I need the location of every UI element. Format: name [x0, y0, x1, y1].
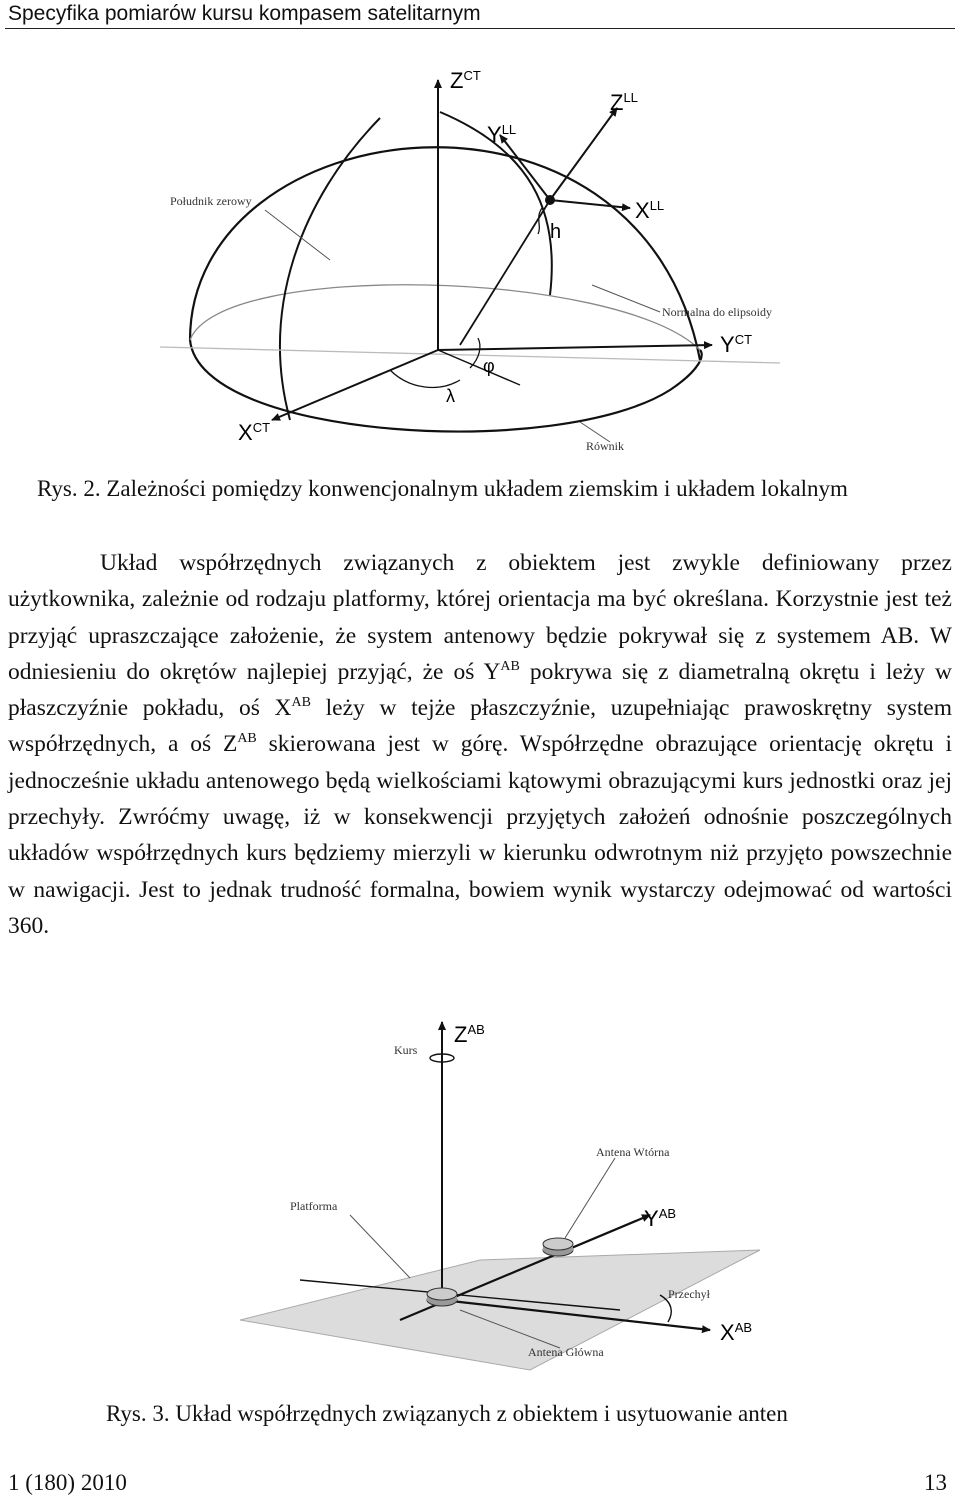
body-text	[8, 545, 952, 944]
kurs-label: Kurs	[394, 1043, 418, 1057]
z-ab-label: $Z^{AB}$	[454, 1022, 485, 1047]
figure-3-caption: Rys. 3. Układ współrzędnych związanych z obiektem i usytuowanie anten	[106, 1401, 788, 1426]
x-ll-axis	[550, 200, 630, 208]
equator-back	[190, 285, 700, 350]
y-ll-label: $Y^{LL}$	[487, 122, 517, 147]
footer-issue: 1 (180) 2010	[8, 1470, 127, 1495]
przechyl-label: Przechył	[668, 1287, 710, 1301]
header-rule	[5, 28, 955, 29]
footer-page-number: 13	[924, 1470, 947, 1495]
rownik-label: Równik	[586, 439, 625, 453]
x-ct-label: $X^{CT}$	[238, 420, 271, 445]
antena-glowna-label: Antena Główna	[528, 1345, 604, 1359]
y-ct-label: $Y^{CT}$	[720, 332, 753, 357]
normal-line	[460, 200, 550, 345]
hemisphere-outline	[190, 147, 700, 360]
z-ct-label: $Z^{CT}$	[450, 68, 481, 93]
y-ct-axis	[438, 345, 712, 350]
figure-3-diagram	[240, 1010, 800, 1390]
platforma-label: Platforma	[290, 1199, 338, 1213]
phi-label: φ	[483, 356, 495, 376]
poludnik-label: Południk zerowy	[170, 194, 252, 208]
figure-2-caption: Rys. 2. Zależności pomiędzy konwencjonalnym układem ziemskim i układem lokalnym	[37, 476, 848, 501]
running-header: Specyfika pomiarów kursu kompasem satelitarnym	[8, 2, 481, 25]
body-paragraph: Układ współrzędnych związanych z obiektem jest zwykle definiowany przez użytkownika, zależnie od rodzaju platformy, której orientacja ma być określana. Korzystnie jest też przyjąć upraszczające założenie, że system antenowy będzie pokrywał się z systemem AB. W odniesieniu do okrętów najlepiej przyjąć, że oś $Y^{AB}$ pokrywa się z diametralną okrętu i leży w płaszczyźnie pokładu, oś $X^{AB}$ leży w tejże płaszczyźnie, uzupełniając prawoskrętny system współrzędnych, a oś $Z^{AB}$ skierowana jest w górę. Współrzędne obrazujące orientację okrętu i jednocześnie układu antenowego będą wielkościami kątowymi obrazującymi kurs jednostki oraz jej przechyły. Zwróćmy uwagę, iż w konsekwencji przyjętych założeń odnośnie poszczególnych układów współrzędnych kurs będziemy mierzyli w kierunku odwrotnym niż przyjęto powszechnie w nawigacji. Jest to jednak trudność formalna, bowiem wynik wystarczy odejmować od wartości 360.	[8, 550, 952, 939]
x-ll-label: $X^{LL}$	[635, 198, 665, 223]
figure-2-diagram	[140, 50, 820, 470]
h-label: h	[550, 221, 562, 243]
antena-wtorna-label: Antena Wtórna	[596, 1145, 670, 1159]
x-ab-label: $X^{AB}$	[720, 1320, 753, 1345]
prime-meridian	[280, 118, 380, 420]
platform-plane	[240, 1250, 760, 1370]
z-ll-label: $Z^{LL}$	[610, 90, 638, 115]
normalna-label: Normalna do elipsoidy	[662, 305, 772, 319]
lambda-label: λ	[446, 386, 455, 406]
y-ab-label: $Y^{AB}$	[644, 1206, 677, 1231]
